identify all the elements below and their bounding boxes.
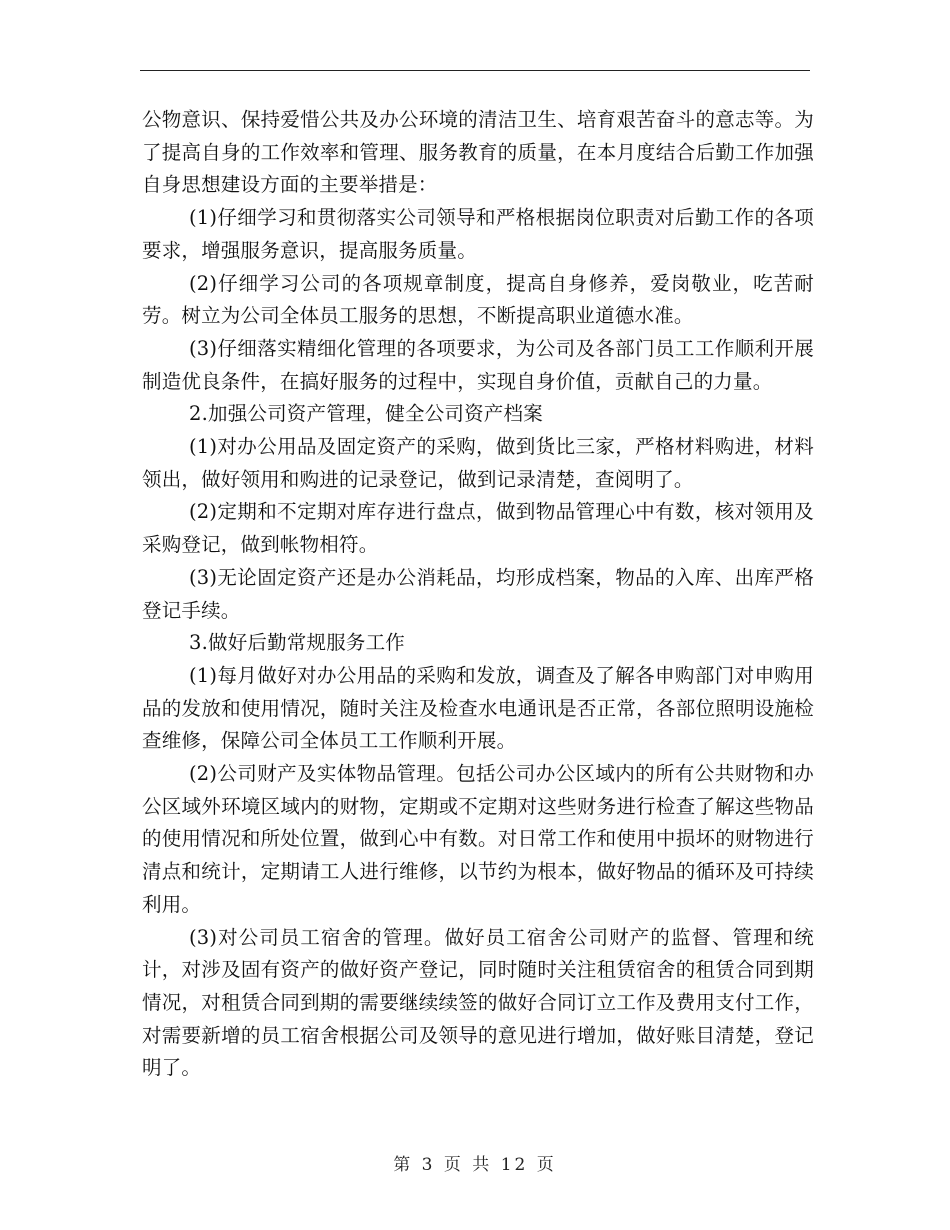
paragraph-item: (3)无论固定资产还是办公消耗品，均形成档案，物品的入库、出库严格登记手续。: [142, 565, 814, 622]
paragraph-item: (2)定期和不定期对库存进行盘点，做到物品管理心中有数，核对领用及采购登记，做到帐物相符。: [142, 500, 814, 557]
paragraph-item: (1)仔细学习和贯彻落实公司领导和严格根据岗位职责对后勤工作的各项要求，增强服务意识，提高服务质量。: [142, 206, 814, 262]
section-heading: 3.做好后勤常规服务工作: [189, 631, 406, 655]
paragraph-item: (1)对办公用品及固定资产的采购，做到货比三家，严格材料购进，材料领出，做好领用和购进的记录登记，做到记录清楚，查阅明了。: [142, 435, 814, 491]
paragraph-item: (2)公司财产及实体物品管理。包括公司办公区域内的所有公共财物和办公区域外环境区域内的财物，定期或不定期对这些财务进行检查了解这些物品的使用情况和所处位置，做到心中有数。对日常工作和使用中损坏的财物进行清点和统计，定期请工人进行维修，以节约为根本，做好物品的循环及可持续利用。: [142, 762, 814, 916]
paragraph-item: (3)仔细落实精细化管理的各项要求，为公司及各部门员工工作顺利开展制造优良条件，在搞好服务的过程中，实现自身价值，贡献自己的力量。: [142, 336, 814, 393]
header-rule: [140, 70, 810, 71]
paragraph-continuation: 公物意识、保持爱惜公共及办公环境的清洁卫生、培育艰苦奋斗的意志等。为了提高自身的工作效率和管理、服务教育的质量，在本月度结合后勤工作加强自身思想建设方面的主要举措是：: [142, 108, 814, 197]
section-heading: 2.加强公司资产管理，健全公司资产档案: [189, 402, 543, 426]
paragraph-item: (2)仔细学习公司的各项规章制度，提高自身修养，爱岗敬业，吃苦耐劳。树立为公司全体员工服务的思想，不断提高职业道德水准。: [142, 271, 814, 328]
page-number-footer: 第 3 页 共 12 页: [393, 1155, 557, 1175]
document-body: [142, 104, 814, 1085]
paragraph-item: (1)每月做好对办公用品的采购和发放，调查及了解各申购部门对申购用品的发放和使用情况，随时关注及检查水电通讯是否正常，各部位照明设施检查维修，保障公司全体员工工作顺利开展。: [142, 663, 814, 753]
paragraph-item: (3)对公司员工宿舍的管理。做好员工宿舍公司财产的监督、管理和统计，对涉及固有资产的做好资产登记，同时随时关注租赁宿舍的租赁合同到期情况，对租赁合同到期的需要继续续签的做好合同订立工作及费用支付工作，对需要新增的员工宿舍根据公司及领导的意见进行增加，做好账目清楚，登记明了。: [142, 925, 814, 1080]
